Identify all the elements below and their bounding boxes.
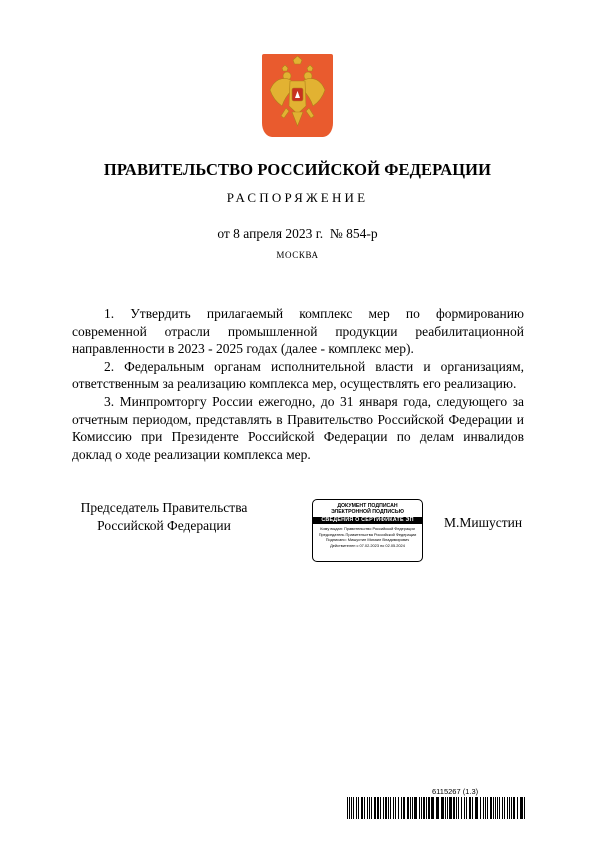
government-title: ПРАВИТЕЛЬСТВО РОССИЙСКОЙ ФЕДЕРАЦИИ <box>103 160 492 179</box>
stamp-heading <box>313 503 422 515</box>
coat-of-arms-emblem <box>262 54 333 137</box>
barcode-bar <box>380 797 381 819</box>
barcode-bar <box>385 797 387 819</box>
double-headed-eagle-icon <box>262 54 333 137</box>
barcode-bar <box>410 797 411 819</box>
barcode-bar <box>412 797 413 819</box>
barcode-bar <box>383 797 384 819</box>
barcode-bar <box>374 797 376 819</box>
barcode-bar <box>466 797 467 819</box>
barcode-bar <box>393 797 394 819</box>
barcode-bar <box>361 797 363 819</box>
signer-name: М.Мишустин <box>444 515 523 530</box>
stamp-line-3: Подписано: Мишустин Михаил Владимирович <box>325 537 410 543</box>
barcode-bar <box>388 797 389 819</box>
barcode-bar <box>475 797 478 819</box>
barcode-bar <box>428 797 430 819</box>
order-body <box>72 305 524 463</box>
barcode-bar <box>504 797 505 819</box>
barcode-bar <box>445 797 446 819</box>
barcode-bar <box>485 797 486 819</box>
stamp-certificate-band: СВЕДЕНИЯ О СЕРТИФИКАТЕ ЭП <box>313 517 422 524</box>
barcode-bar <box>371 797 372 819</box>
stamp-line-1: Кому выдан: Правительство Российской Федерации <box>320 526 415 531</box>
barcode-bar <box>421 797 422 819</box>
barcode-bar <box>407 797 409 819</box>
barcode-bar <box>497 797 498 819</box>
signer-title-line-2: Российской Федерации <box>97 517 231 533</box>
barcode-bar <box>453 797 455 819</box>
barcode-bar <box>436 797 439 819</box>
barcode-bar <box>502 797 503 819</box>
barcode-bar <box>347 797 348 819</box>
barcode-bar <box>447 797 448 819</box>
barcode-bar <box>458 797 459 819</box>
barcode-bar <box>517 797 518 819</box>
electronic-signature-stamp <box>312 499 423 562</box>
stamp-line-4: Действителен с 07.02.2023 по 02.05.2024 <box>330 542 405 548</box>
order-paragraph-1: 1. Утвердить прилагаемый комплекс мер по формированию современной отрасли промышленной продукции реабилитационной направленности в 2023 - 2025 годах (далее - комплекс мер). <box>72 306 524 357</box>
order-paragraph-2: 2. Федеральным органам исполнительной власти и организациям, ответственным за реализацию комплекса мер, осуществлять его реализацию. <box>72 358 524 392</box>
barcode-bar <box>426 797 427 819</box>
document-date-number: от 8 апреля 2023 г. № 854-р <box>217 226 378 241</box>
barcode-bar <box>509 797 510 819</box>
barcode-bar <box>401 797 402 819</box>
barcode-bar <box>351 797 352 819</box>
stamp-heading-line-1: ДОКУМЕНТ ПОДПИСАН <box>337 503 398 509</box>
barcode-bar <box>490 797 492 819</box>
order-paragraph-3: 3. Минпромторгу России ежегодно, до 31 января года, следующего за отчетным периодом, представлять в Правительство Российской Федерации и Комиссию при Президенте Российской Федерации по делам инвалидов доклад о ходе реализации комплекса мер. <box>72 393 524 462</box>
stamp-heading-line-2: ЭЛЕКТРОННОЙ ПОДПИСЬЮ <box>331 509 404 515</box>
barcode-bar <box>431 797 434 819</box>
barcode-bar <box>507 797 508 819</box>
barcode-bar <box>461 797 462 819</box>
document-code: 6115267 (1.3) <box>432 787 479 796</box>
document-city: МОСКВА <box>276 250 319 260</box>
barcode-bar <box>395 797 396 819</box>
barcode-bar <box>524 797 525 819</box>
barcode-bar <box>469 797 471 819</box>
barcode-bar <box>513 797 515 819</box>
barcode <box>347 797 525 819</box>
signer-title-line-1: Председатель Правительства <box>80 500 248 515</box>
barcode-bar <box>464 797 465 819</box>
barcode-bar <box>419 797 420 819</box>
barcode-bar <box>487 797 488 819</box>
barcode-bar <box>511 797 512 819</box>
barcode-bar <box>493 797 494 819</box>
barcode-bar <box>356 797 357 819</box>
barcode-bar <box>456 797 457 819</box>
barcode-bar <box>377 797 379 819</box>
barcode-bar <box>414 797 417 819</box>
barcode-bar <box>520 797 523 819</box>
barcode-bar <box>367 797 368 819</box>
barcode-bar <box>495 797 496 819</box>
barcode-bar <box>449 797 452 819</box>
barcode-bar <box>353 797 354 819</box>
barcode-bar <box>423 797 425 819</box>
barcode-bar <box>364 797 365 819</box>
document-type: РАСПОРЯЖЕНИЕ <box>226 190 369 205</box>
barcode-bar <box>483 797 484 819</box>
barcode-bar <box>398 797 399 819</box>
barcode-bar <box>441 797 444 819</box>
barcode-bar <box>349 797 350 819</box>
barcode-bar <box>369 797 370 819</box>
signer-title <box>72 499 256 534</box>
barcode-bar <box>499 797 500 819</box>
barcode-bar <box>472 797 473 819</box>
barcode-bar <box>358 797 359 819</box>
barcode-bar <box>390 797 391 819</box>
stamp-line-2: Председатель Правительства Российской Федерации <box>318 531 417 537</box>
barcode-bar <box>403 797 405 819</box>
barcode-bar <box>480 797 481 819</box>
